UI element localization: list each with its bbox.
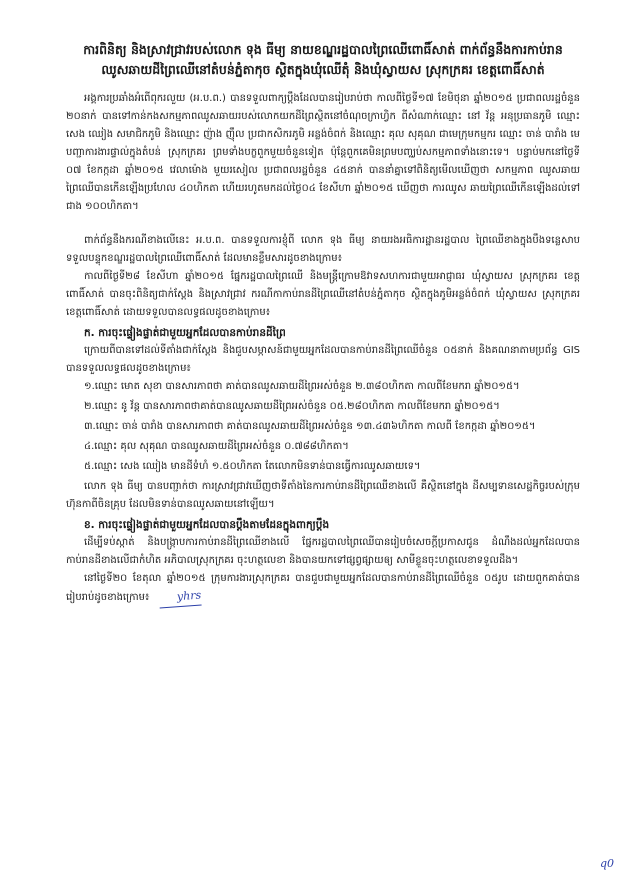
list-item: ៥.ឈ្មោះ សេង ឈៀង មានដីទំហំ ១.៥០ហិកតា តែលោកមិនទាន់បានធ្វើការឈូសឆាយទេ។ [84,461,421,472]
paragraph-inspection: កាលពីថ្ងៃទី២៨ ខែសីហា ឆ្នាំ២០១៥ ផ្នែករដ្ឋបាលព្រៃឈើ និងមន្ត្រីក្រោមឱវាទសហការជាមួយអាជ្ញាធរ ឃុំស្វាយស ស្រុកក្រគរ ខេត្តពោធិ៍សាត់ បានចុះពិនិត្យជាក់ស្តែង និងស្រាវជ្រាវ ករណីកាកាប់រានដីព្រៃឈើនៅតំបន់ភ្នំតាកុច ស្ថិតក្នុងភូមិអន្លង់ចំពក់ ឃុំស្វាយស ស្រុកក្រគរ ខេត្តពោធិ៍សាត់ ដោយទទួលបានលទ្ធផលដូចខាងក្រោម៖ [66,271,580,318]
list-item: ១.ឈ្មោះ មោត សុខា បានសារភាពថា គាត់បានឈូសឆាយដីព្រៃអស់ចំនួន ២.៣៨០ហិកតា កាលពីខែមករា ឆ្នាំ២០១៥។ [84,381,520,392]
title-line-1: ការពិនិត្យ និងស្រាវជ្រាវរបស់លោក ទុង ធីម្យ នាយខណ្ឌរដ្ឋបាលព្រៃឈើពោធិ៍សាត់ ពាក់ព័ន្ធនឹងការកាប់រាន [83,42,563,57]
section-heading-a: ក. ការចុះផ្ទៀងផ្ទាត់ជាមួយអ្នកដែលបានកាប់រានដីព្រៃ [84,327,286,339]
paragraph-response: ពាក់ព័ន្ធនឹងករណីខាងលើនេះ អ.ប.ព. បានទទួលការខ្ញុំពី លោក ទុង ធីម្យ នាយរងអធិការដ្ឋានរដ្ឋបាល ព្រៃឈើខាងក្នុងបឹងទន្លេសាប ទទួលបន្ទុកខណ្ឌរដ្ឋបាលព្រៃឈើពោធិ៍សាត់ ដែលមានខ្លឹមសារដូចខាងក្រោម៖ [66,235,580,264]
list-item: ២.ឈ្មោះ នូ វ័ន្ត បានសារភាពថាគាត់បានឈូសឆាយដីព្រៃអស់ចំនួន ០៥.២៨០ហិកតា កាលពីខែមករា ឆ្នាំ២០១៥។ [84,401,500,412]
section-heading-b: ខ. ការចុះផ្ទៀងផ្ទាត់ជាមួយអ្នកដែលបានប្តឹងតាមដែនក្នុងពាក្យប្តឹង [84,519,330,531]
paragraph-notice: ដើម្បីទប់ស្កាត់ និងបង្ក្រាបការកាប់រានដីព្រៃឈើខាងលើ ផ្នែករដ្ឋបាលព្រៃឈើបានរៀបចំសេចក្តីប្រកាសជូន ដំណឹងដល់អ្នកដែលបានកាប់រានដីខាងលើជាកំហិត អភិបាលស្រុកក្រគរ ចុះហត្ថលេខា និងបានយកទៅផ្សព្វផ្សាយឲ្យ សាមីខ្លួនចុះហត្ថលេខាទទួលដឹង។ [66,537,580,566]
spacer [66,216,580,232]
list-item: ៤.ឈ្មោះ គុល សុគុណ បានឈូសឆាយដីព្រៃអស់ចំនួន ០.៧៨៨ហិកតា។ [84,441,349,452]
meeting-text: នៅថ្ងៃទី២០ ខែតុលា ឆ្នាំ២០១៥ ក្រុមការងារស្រុកក្រគរ បានជួបជាមួយអ្នកដែលបានកាប់រានដីព្រៃឈើចំនួន ០៥រូប ដោយពួកគាត់បានរៀបរាប់ដូចខាងក្រោម៖ [66,573,580,603]
paragraph-complaint: អង្គការប្រឆាំងអំពើពុករលួយ (អ.ប.ព.) បានទទួលពាក្យប្តឹងដែលបានរៀបរាប់ថា កាលពីថ្ងៃទី១៧ ខែមិថុនា ឆ្នាំ២០១៥ ប្រជាពលរដ្ឋចំនួន ២០នាក់ បានទៅកាន់កងសកម្មភាពឈូសឆាយរបស់លោកយកដីព្រៃស្ថិតនៅចំណុចក្រាហ្វិក ពីសំណាក់ឈ្មោះ នៅ វ័ន្ត អនុប្រធានភូមិ ឈ្មោះ សេង ឈៀង សមាជិកភូមិ និងឈ្មោះ ញ៉ាង ញ៉ឹល ប្រជាកសិករភូមិ អន្លង់ចំពក់ និងឈ្មោះ គុល សុគុណ ជាមេក្រុមកម្មករ ឈ្មោះ ចាន់ បារាំង មេបញ្ជាការងារផ្ទាល់ក្នុងតំបន់ ស្រុកក្រគរ ព្រមទាំងបក្ខពួកមួយចំនួនទៀត ប៉ុន្តែពួកគេមិនព្រមបញ្ឈប់សកម្មភាពទាំងនោះទេ។ បន្ទាប់មកនៅថ្ងៃទី ០៧ ខែកក្កដា ឆ្នាំ២០១៥ វេលាម៉ោង មួយរសៀល ប្រជាពលរដ្ឋចំនួន ៤៥នាក់ បាននាំគ្នាទៅពិនិត្យមើលឃើញថា សកម្មភាព ឈូសឆាយព្រៃឈើបានកើនឡើងប្រហែល ៤០ហិកតា ហើយរហូតមកដល់ថ្ងៃ០៤ ខែសីហា ឆ្នាំ២០១៥ ឃើញថា ការឈូស ឆាយព្រៃឈើកើនឡើងដល់ទៅជាង ១០០ហិកតា។ [66,93,580,212]
page-mark: q0 [599,857,614,870]
document-title [66,40,580,80]
paragraph-meeting [66,570,580,607]
paragraph-gis-result: ក្រោយពីបានទៅដល់ទីតាំងជាក់ស្តែង និងជួបសម្ភាសន៍ជាមួយអ្នកដែលបានកាប់រានដីព្រៃឈើចំនួន ០៥នាក់ និងគណនាតាមប្រព័ន្ធ GIS បានទទួលលទ្ធផលដូចខាងក្រោម៖ [66,345,580,374]
title-line-2: ឈូសឆាយដីព្រៃឈើនៅតំបន់ភ្នំតាកុច ស្ថិតក្នុងឃុំឈើតុំ និងឃុំស្វាយស ស្រុកក្រគរ ខេត្តពោធិ៍សាត់ [101,62,545,77]
paragraph-concession: លោក ទុង ធីម្យ បានបញ្ជាក់ថា ការស្រាវជ្រាវឃើញថាទីតាំងនៃការកាប់រានដីព្រៃឈើខាងលើ គឺស្ថិតនៅក្នុង ដីសម្បទានសេដ្ឋកិច្ចរបស់ក្រុមហ៊ុនកាពីចិនគ្រុប ដែលមិនទាន់បានឈូសឆាយនៅឡើយ។ [66,481,580,510]
list-item: ៣.ឈ្មោះ ចាន់ បារាំង បានសារភាពថា គាត់បានឈូសឆាយដីព្រៃអស់ចំនួន ១៣.៤៣៦ហិកតា កាលពី ខែកក្កដា ឆ្នាំ២០១៥។ [84,421,536,432]
handwritten-initials: yhrs [158,587,201,609]
